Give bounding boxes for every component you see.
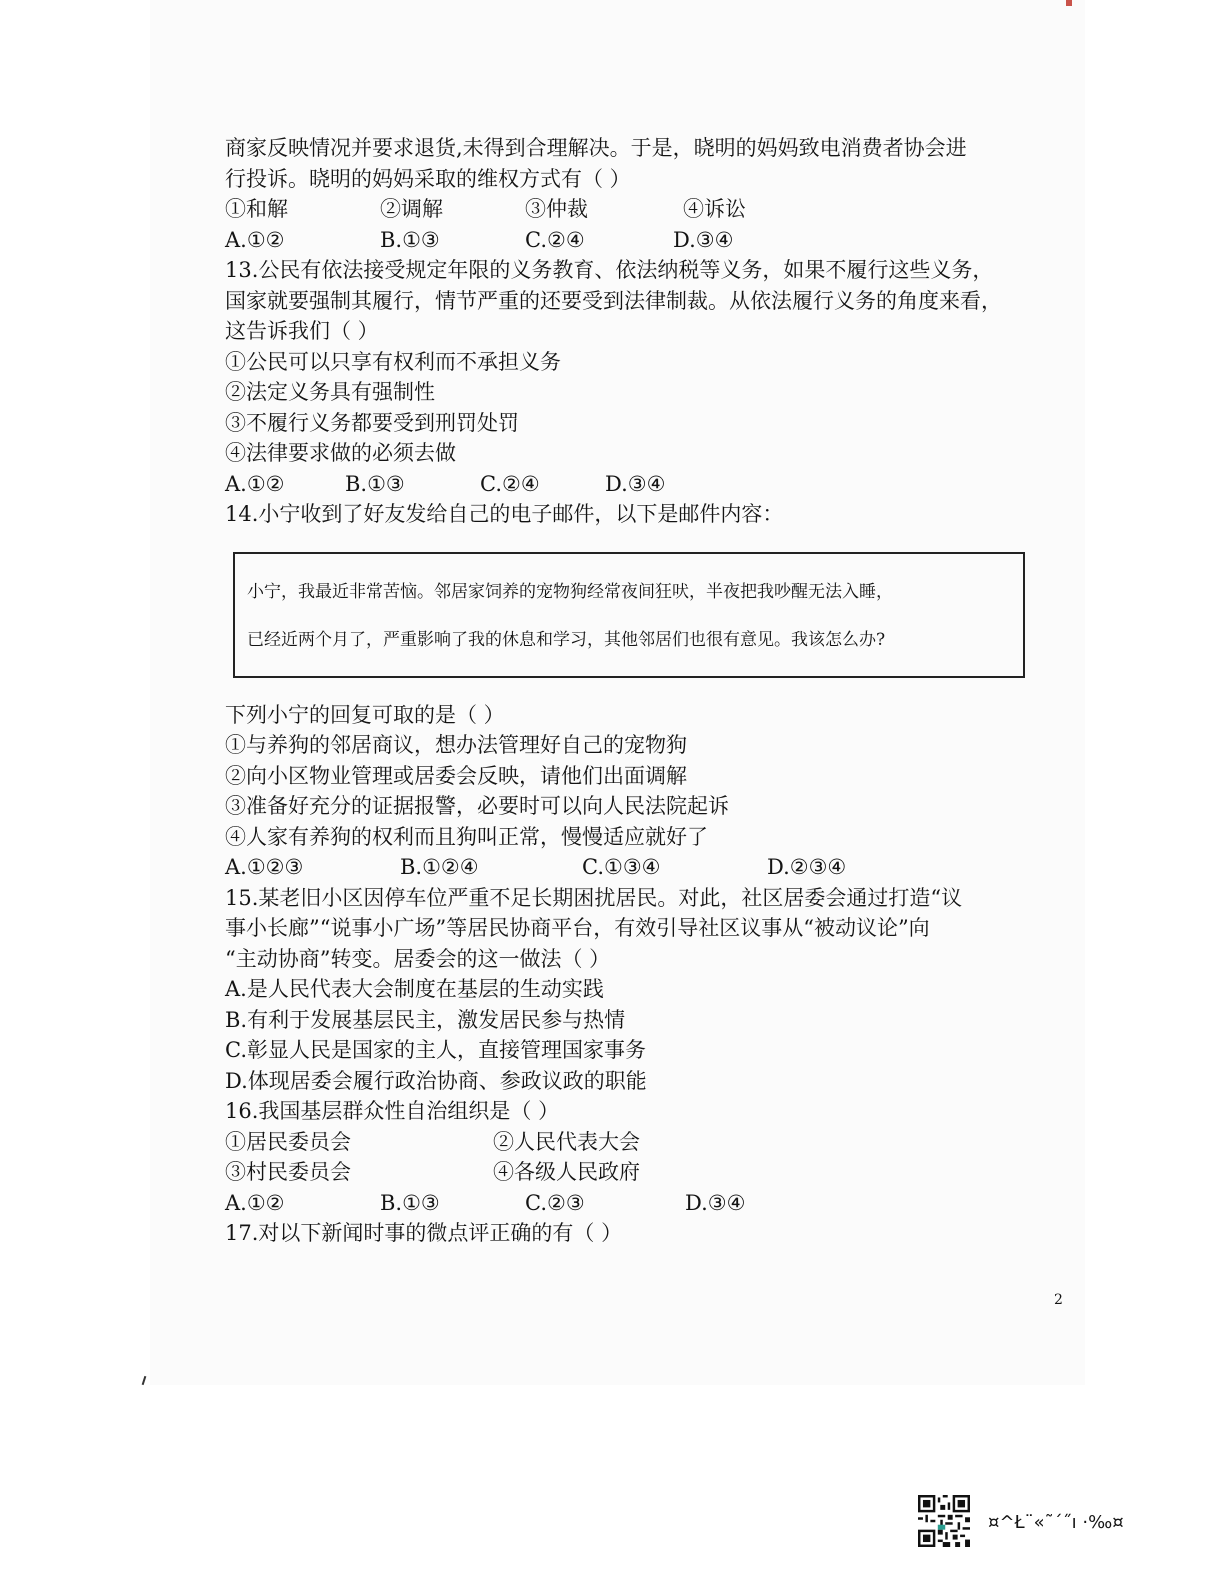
q15-line-3: “主动协商”转变。居委会的这一做法（ ） [225, 946, 611, 971]
q13-option-b: B.①③ [345, 471, 405, 496]
q15-option-a: A.是人民代表大会制度在基层的生动实践 [225, 977, 604, 1001]
q15-option-b: B.有利于发展基层民主，激发居民参与热情 [225, 1007, 626, 1032]
page-number: 2 [1054, 1292, 1063, 1308]
q13-item-4: ④法律要求做的必须去做 [225, 441, 456, 465]
q13-item-3: ③不履行义务都要受到刑罚处罚 [225, 410, 519, 435]
q13-item-2: ②法定义务具有强制性 [225, 380, 435, 404]
q14-option-a: A.①②③ [225, 855, 304, 879]
q14-line-1: 14.小宁收到了好友发给自己的电子邮件，以下是邮件内容： [225, 502, 784, 526]
q12-items [225, 194, 1055, 225]
footer-text: ¤^Ł¨«˜´˝ı ·‰¤ [988, 1512, 1124, 1533]
q12-line-1: 商家反映情况并要求退货,未得到合理解决。于是，晓明的妈妈致电消费者协会进 [225, 136, 967, 160]
q15-line-2: 事小长廊”“说事小广场”等居民协商平台，有效引导社区议事从“被动议论”向 [225, 916, 930, 940]
q14-prompt: 下列小宁的回复可取的是（ ） [225, 702, 505, 727]
q16-item-1: ①居民委员会 [225, 1129, 351, 1154]
q16-option-d: D.③④ [685, 1190, 746, 1215]
q14-item-1: ①与养狗的邻居商议，想办法管理好自己的宠物狗 [225, 733, 687, 757]
q12-line-2: 行投诉。晓明的妈妈采取的维权方式有（ ） [225, 166, 631, 191]
q15-option-c: C.彰显人民是国家的主人，直接管理国家事务 [225, 1038, 646, 1062]
q13-options [225, 469, 1055, 500]
question-content [225, 133, 1055, 1249]
q12-option-c: C.②④ [525, 227, 585, 252]
q14-option-d: D.②③④ [767, 855, 847, 879]
email-box [233, 552, 1025, 678]
q12-item-2: ②调解 [380, 197, 443, 221]
q13-line-2: 国家就要强制其履行，情节严重的还要受到法律制裁。从依法履行义务的角度来看， [225, 288, 1002, 313]
q16-item-2: ②人民代表大会 [493, 1129, 640, 1154]
q12-item-1: ①和解 [225, 197, 288, 221]
q16-items-row-2 [225, 1157, 1055, 1188]
q14-item-3: ③准备好充分的证据报警，必要时可以向人民法院起诉 [225, 794, 729, 818]
q13-item-1: ①公民可以只享有权利而不承担义务 [225, 349, 561, 374]
q13-line-1: 13.公民有依法接受规定年限的义务教育、依法纳税等义务，如果不履行这些义务， [225, 258, 994, 282]
q16-options [225, 1188, 1055, 1219]
q12-option-b: B.①③ [380, 227, 440, 252]
q14-options [225, 852, 1055, 883]
q13-option-a: A.①② [225, 471, 285, 496]
q12-item-4: ④诉讼 [683, 197, 746, 221]
q12-item-3: ③仲裁 [525, 197, 588, 221]
q13-option-d: D.③④ [605, 471, 666, 496]
q14-item-4: ④人家有养狗的权利而且狗叫正常，慢慢适应就好了 [225, 824, 708, 849]
email-line-2: 已经近两个月了，严重影响了我的休息和学习，其他邻居们也很有意见。我该怎么办? [247, 629, 886, 650]
q16-item-3: ③村民委员会 [225, 1160, 351, 1184]
stray-mark [142, 1376, 147, 1385]
q15-line-1: 15.某老旧小区因停车位严重不足长期困扰居民。对此，社区居委会通过打造“议 [225, 885, 963, 910]
q14-option-b: B.①②④ [400, 855, 479, 879]
q13-line-3: 这告诉我们（ ） [225, 319, 379, 343]
q14-item-2: ②向小区物业管理或居委会反映，请他们出面调解 [225, 763, 687, 788]
q17-line-1: 17.对以下新闻时事的微点评正确的有（ ） [225, 1221, 623, 1245]
q16-items-row-1 [225, 1127, 1055, 1158]
q12-options [225, 225, 1055, 256]
q16-option-a: A.①② [225, 1190, 285, 1215]
email-line-1: 小宁，我最近非常苦恼。邻居家饲养的宠物狗经常夜间狂吠，半夜把我吵醒无法入睡， [247, 581, 893, 602]
q14-option-c: C.①③④ [582, 855, 661, 879]
q15-option-d: D.体现居委会履行政治协商、参政议政的职能 [225, 1068, 647, 1093]
q12-option-a: A.①② [225, 227, 285, 252]
corner-mark [1066, 0, 1072, 6]
q16-line-1: 16.我国基层群众性自治组织是（ ） [225, 1099, 560, 1123]
q16-option-c: C.②③ [525, 1190, 585, 1215]
q16-option-b: B.①③ [380, 1190, 440, 1215]
q16-item-4: ④各级人民政府 [493, 1160, 640, 1184]
q13-option-c: C.②④ [480, 471, 540, 496]
q12-option-d: D.③④ [673, 227, 734, 252]
qr-code-icon [918, 1495, 970, 1547]
